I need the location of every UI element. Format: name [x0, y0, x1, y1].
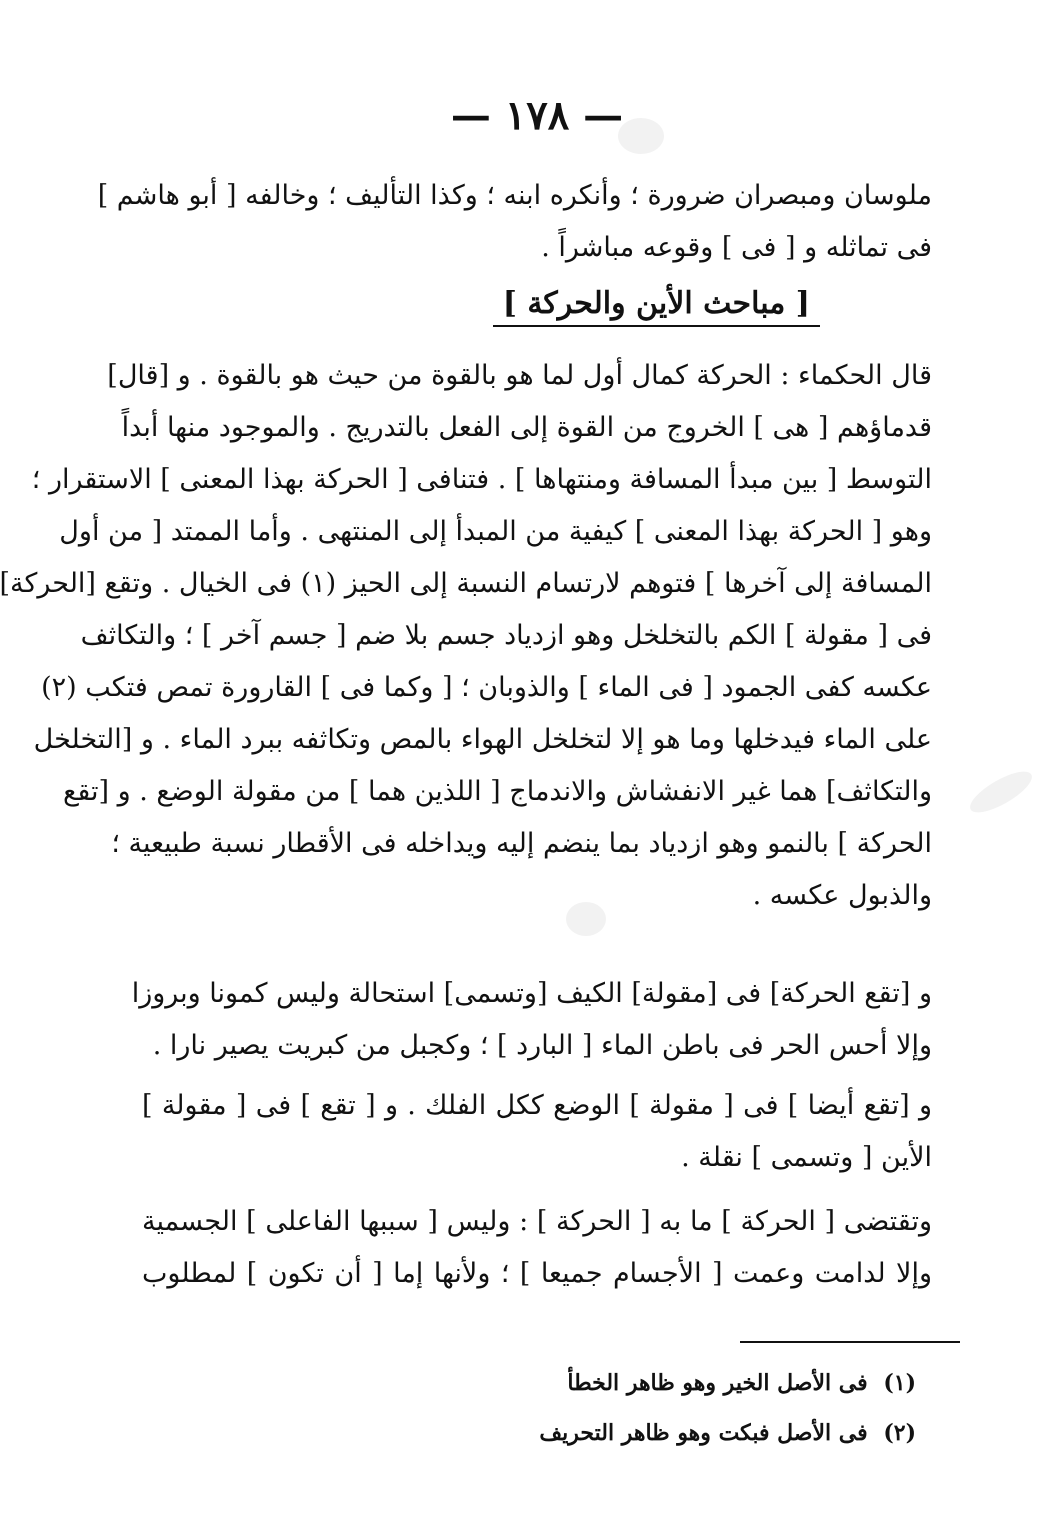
text-line: فى تماثله و [ فى ] وقوعه مباشراً . — [541, 232, 932, 263]
paragraph-position — [142, 1080, 932, 1184]
footnote-number: (١) — [883, 1370, 916, 1396]
text-line: المسافة إلى آخرها ] فتوهم لارتسام النسبة إلى الحيز (١) فى الخيال . وتقع [الحركة] — [0, 568, 932, 599]
text-line: ملوسان ومبصران ضرورة ؛ وأنكره ابنه ؛ وكذا التأليف ؛ وخالفه [ أبو هاشم ] — [97, 180, 932, 211]
paragraph-cause — [142, 1196, 932, 1300]
text-line: فى [ مقولة ] الكم بالتخلخل وهو ازدياد جسم بلا ضم [ جسم آخر ] ؛ والتكاثف — [80, 620, 932, 651]
text-line: و [تقع الحركة] فى [مقولة] الكيف [وتسمى] استحالة وليس كمونا وبروزا — [131, 978, 932, 1009]
text-line: على الماء فيدخلها وما هو إلا لتخلخل الهواء بالمص وتكاثفه ببرد الماء . و [التخلخل — [33, 724, 932, 755]
footnote-separator — [740, 1341, 960, 1343]
text-line: و [تقع أيضا ] فى [ مقولة ] الوضع ككل الفلك . و [ تقع ] فى [ مقولة ] — [142, 1090, 932, 1121]
footnote-text: فى الأصل الخير وهو ظاهر الخطأ — [567, 1370, 868, 1396]
footnote-item — [316, 1358, 916, 1408]
paragraph-quality — [131, 968, 932, 1072]
text-line: وإلا لدامت وعمت [ الأجسام جميعا ] ؛ ولأنها إما [ أن تكون ] لمطلوب — [142, 1258, 932, 1289]
paragraph-definitions — [0, 350, 932, 922]
text-line: وإلا أحس الحر فى باطن الماء [ البارد ] ؛ وكجبل من كبريت يصير نارا . — [152, 1030, 932, 1061]
text-line: وتقتضى [ الحركة ] ما به [ الحركة ] : وليس [ سببها الفاعلى ] الجسمية — [142, 1206, 932, 1237]
text-line: والتكاثف] هما غير الانفشاش والاندماج [ اللذين هما ] من مقولة الوضع . و [تقع — [62, 776, 932, 807]
text-line: وهو [ الحركة بهذا المعنى ] كيفية من المبدأ إلى المنتهى . وأما الممتد [ من أول — [59, 516, 932, 547]
text-line: التوسط [ بين مبدأ المسافة ومنتهاها ] . فتنافى [ الحركة بهذا المعنى ] الاستقرار ؛ — [31, 464, 932, 495]
text-line: قال الحكماء : الحركة كمال أول لما هو بالقوة من حيث هو بالقوة . و [قال] — [107, 360, 932, 391]
footnote-number: (٢) — [883, 1420, 916, 1446]
text-line: الحركة ] بالنمو وهو ازدياد بما ينضم إليه ويداخله فى الأقطار نسبة طبيعية ؛ — [111, 828, 932, 859]
intro-paragraph — [97, 170, 932, 274]
footnote-item — [316, 1408, 916, 1458]
text-line: والذبول عكسه . — [752, 880, 932, 911]
text-line: الأين [ وتسمى ] نقلة . — [681, 1142, 932, 1173]
text-line: قدماؤهم [ هى ] الخروج من القوة إلى الفعل بالتدريج . والموجود منها أبداً — [121, 412, 932, 443]
footnote-text: فى الأصل فبكت وهو ظاهر التحريف — [539, 1420, 868, 1446]
footnotes — [316, 1358, 916, 1458]
page-number: — ١٧٨ — — [450, 92, 624, 139]
text-line: عكسه كفى الجمود [ فى الماء ] والذوبان ؛ [ وكما فى ] القارورة تمص فتكب (٢) — [41, 672, 932, 703]
scan-smudge — [965, 764, 1038, 820]
section-heading: [ مباحث الأين والحركة ] — [493, 286, 820, 327]
